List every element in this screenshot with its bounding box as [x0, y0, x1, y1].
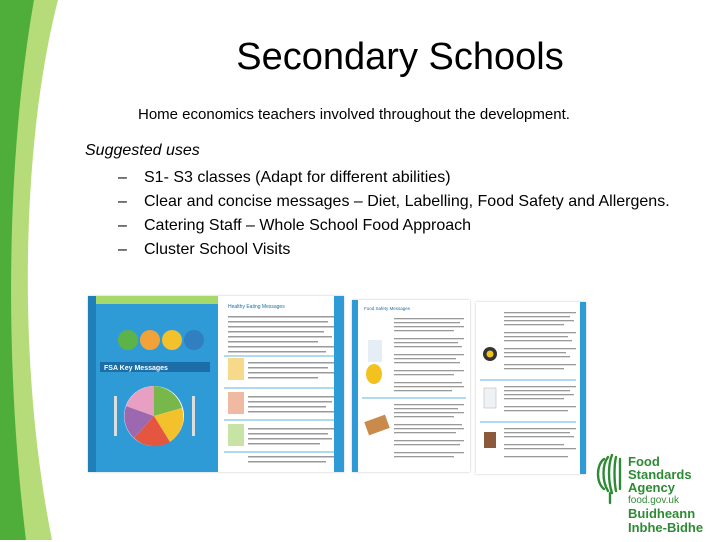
page-heading: Food Safety Messages — [364, 306, 411, 311]
thumbnail-food-safety — [352, 300, 470, 472]
logo-irish-line-2: Inbhe-Bìdhe — [628, 520, 704, 535]
food-standards-agency-logo — [594, 453, 714, 537]
food-safety-page-image — [352, 300, 470, 472]
uses-heading: Suggested uses — [85, 142, 200, 159]
use-item: – Clear and concise messages – Diet, Labelling, Food Safety and Allergens. — [118, 192, 678, 211]
fsa-leaf-icon — [594, 453, 714, 537]
banner-text: FSA Key Messages — [104, 365, 168, 372]
page-heading: Healthy Eating Messages — [228, 304, 285, 310]
slide-subtitle: Home economics teachers involved throughout the development. — [138, 106, 570, 123]
logo-line-agency: Agency — [628, 480, 675, 495]
logo-irish-line-1: Buidheann — [628, 506, 696, 521]
healthy-eating-page-image — [88, 296, 344, 472]
food-safety-continued-page-image — [476, 302, 586, 474]
logo-line-food: Food — [628, 454, 660, 469]
use-item: – S1- S3 classes (Adapt for different abilities) — [118, 168, 678, 187]
thumbnail-healthy-eating — [88, 296, 344, 472]
uses-list — [118, 168, 678, 264]
left-green-band — [0, 0, 70, 540]
use-item: – Catering Staff – Whole School Food Approach — [118, 216, 678, 235]
logo-line-standards: Standards — [628, 467, 692, 482]
thumbnail-food-safety-continued — [476, 302, 586, 474]
slide-title: Secondary Schools — [236, 36, 564, 78]
logo-url: food.gov.uk — [628, 495, 679, 506]
use-item: – Cluster School Visits — [118, 240, 678, 259]
